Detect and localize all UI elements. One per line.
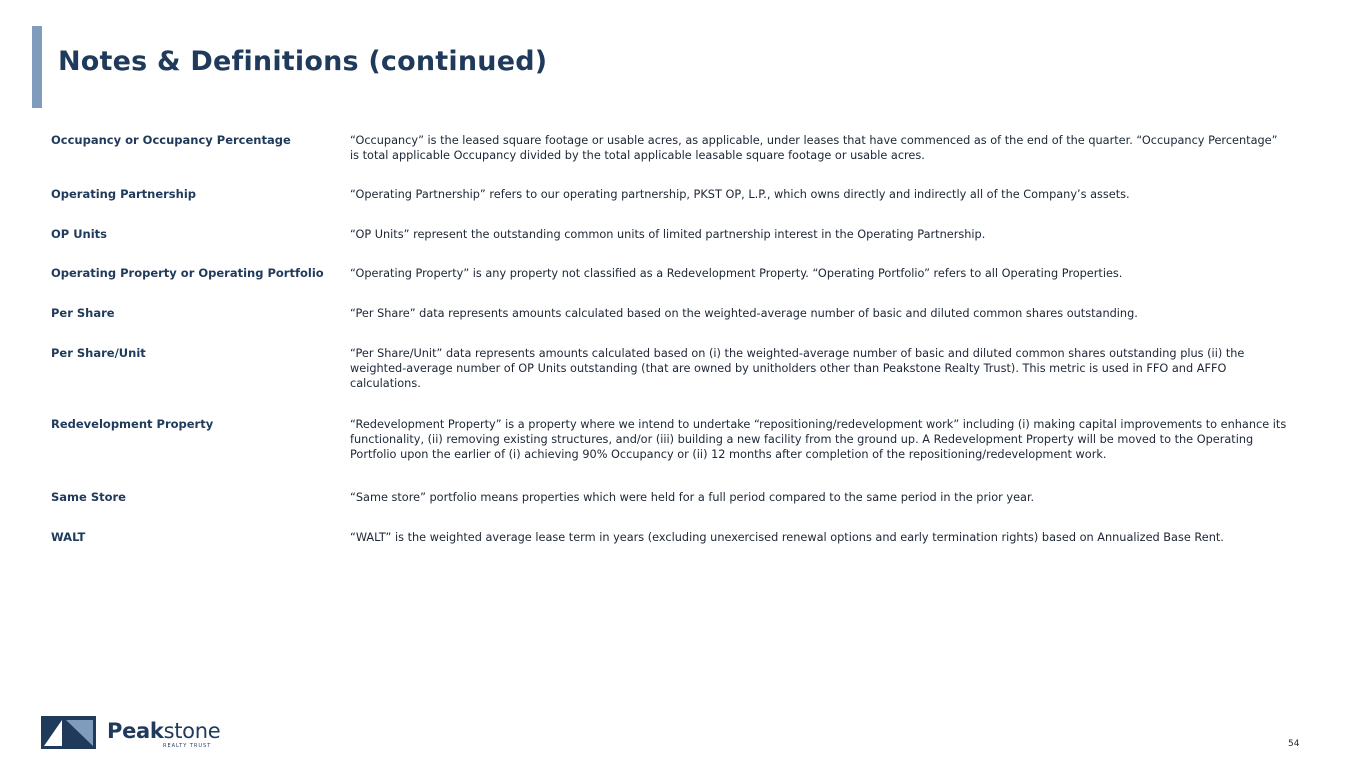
definition-term: Redevelopment Property xyxy=(51,417,214,431)
definition-text: “Occupancy” is the leased square footage or usable acres, as applicable, under leases that have commenced as of the end of the quarter. “Occupancy Percentage” is total applicable Occupancy divided by the total applicable leasable square footage or usable acres. xyxy=(350,134,1278,162)
peakstone-mountain-icon xyxy=(41,716,96,749)
logo-wordmark xyxy=(107,719,220,743)
definition-term: Occupancy or Occupancy Percentage xyxy=(51,133,291,147)
definition-term: OP Units xyxy=(51,227,108,241)
logo-wordmark-regular: stone xyxy=(163,719,221,743)
logo-wordmark-bold: Peak xyxy=(107,719,164,743)
definition-text: “Operating Property” is any property not classified as a Redevelopment Property. “Operating Portfolio” refers to all Operating Properties. xyxy=(350,267,1123,280)
definition-text: “Per Share/Unit” data represents amounts calculated based on (i) the weighted-average number of basic and diluted common shares outstanding plus (ii) the weighted-average number of OP Units outstanding (that are owned by unitholders other than Peakstone Realty Trust). This metric is used in FFO and AFFO calculations. xyxy=(350,347,1245,390)
page-number: 54 xyxy=(1288,739,1300,749)
definition-text: “Operating Partnership” refers to our operating partnership, PKST OP, L.P., which owns directly and indirectly all of the Company’s assets. xyxy=(350,188,1130,201)
peakstone-logo xyxy=(41,716,231,750)
definition-term: Same Store xyxy=(51,490,126,504)
definition-text: “Per Share” data represents amounts calculated based on the weighted-average number of basic and diluted common shares outstanding. xyxy=(350,307,1138,320)
definition-term: Per Share xyxy=(51,306,115,320)
definition-term: WALT xyxy=(51,530,86,544)
logo-subtitle: REALTY TRUST xyxy=(163,743,212,749)
definition-text: “WALT” is the weighted average lease term in years (excluding unexercised renewal options and early termination rights) based on Annualized Base Rent. xyxy=(350,531,1224,544)
page-title: Notes & Definitions (continued) xyxy=(58,46,548,77)
definition-text: “Same store” portfolio means properties which were held for a full period compared to the same period in the prior year. xyxy=(350,491,1035,504)
definition-text: “OP Units” represent the outstanding common units of limited partnership interest in the Operating Partnership. xyxy=(350,228,986,241)
title-accent-bar xyxy=(32,26,42,108)
definition-term: Per Share/Unit xyxy=(51,346,146,360)
definition-term: Operating Partnership xyxy=(51,187,197,201)
definition-term: Operating Property or Operating Portfolio xyxy=(51,266,324,280)
definition-text: “Redevelopment Property” is a property where we intend to undertake “repositioning/redevelopment work” including (i) making capital improvements to enhance its functionality, (ii) removing existing structures, and/or (iii) building a new facility from the ground up. A Redevelopment Property will be moved to the Operating Portfolio upon the earlier of (i) achieving 90% Occupancy or (ii) 12 months after completion of the repositioning/redevelopment work. xyxy=(350,418,1287,461)
